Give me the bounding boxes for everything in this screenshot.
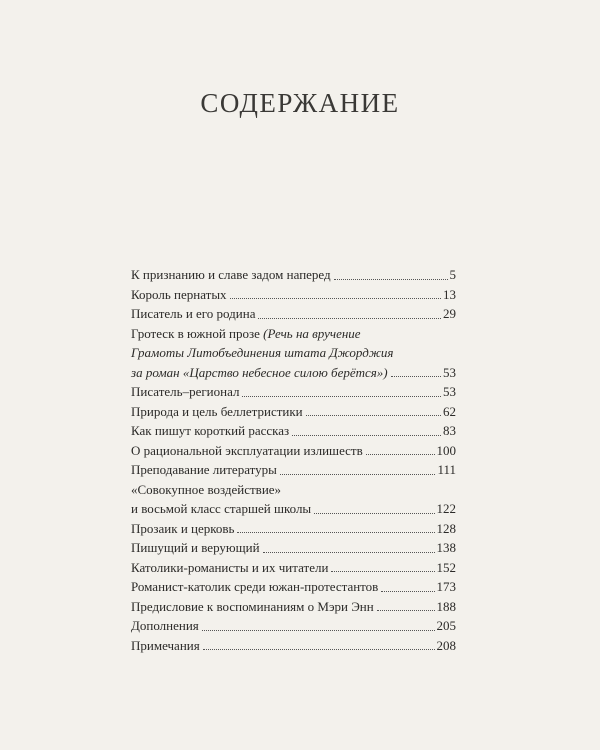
toc-entry-title: «Совокупное воздействие» [131, 481, 282, 497]
toc-entry-subtitle: Грамоты Литобъединения штата Джорджия [131, 345, 394, 360]
dot-leader [263, 552, 435, 553]
toc-entry-title: Природа и цель беллетристики [131, 403, 303, 419]
toc-entry [131, 402, 456, 422]
toc-entry-title: Преподавание литературы [131, 462, 277, 477]
dot-leader [366, 454, 435, 455]
toc-entry-subtitle: за роман «Царство небесное силою берётся») [131, 364, 388, 380]
toc-entry-title: Прозаик и церковь [131, 520, 235, 536]
toc-entry-page: 208 [436, 637, 456, 653]
toc-entry [131, 324, 456, 383]
toc-entry [131, 519, 456, 539]
toc-entry-title: Предисловие к воспоминаниям о Мэри Энн [131, 598, 374, 614]
toc-entry-page: 62 [443, 403, 456, 419]
toc-entry [131, 265, 456, 285]
toc-entry [131, 616, 456, 636]
toc-entry-page: 205 [436, 618, 456, 633]
dot-leader [280, 474, 436, 475]
toc-entry [131, 441, 456, 461]
toc-entry-page: 188 [436, 598, 456, 614]
toc-entry-page: 29 [443, 306, 456, 321]
toc-entry-page: 111 [437, 462, 456, 477]
toc-entry [131, 538, 456, 558]
toc-entry-title: Католики-романисты и их читатели [131, 559, 329, 575]
toc-entry-page: 128 [436, 520, 456, 536]
toc-entry-page: 53 [443, 364, 456, 380]
toc-entry-page: 138 [436, 540, 456, 555]
toc-entry-page: 100 [436, 442, 456, 458]
dot-leader [334, 279, 448, 280]
toc-entry-title: Дополнения [131, 618, 199, 633]
dot-leader [377, 610, 435, 611]
toc-entry [131, 597, 456, 617]
table-of-contents [131, 265, 456, 655]
toc-entry-title: Писатель и его родина [131, 306, 256, 321]
toc-entry-subtitle: (Речь на вручение [263, 325, 361, 341]
toc-entry-title: О рациональной эксплуатации излишеств [131, 442, 363, 458]
toc-entry-title: Писатель–регионал [131, 384, 240, 399]
toc-entry-title: К признанию и славе задом наперед [131, 267, 331, 282]
dot-leader [202, 630, 435, 631]
toc-entry-page: 13 [443, 286, 456, 302]
toc-entry-title: Как пишут короткий рассказ [131, 423, 290, 438]
toc-entry-title: и восьмой класс старшей школы [131, 501, 312, 516]
dot-leader [381, 591, 434, 592]
toc-entry [131, 577, 456, 597]
toc-entry-page: 5 [449, 267, 456, 282]
toc-entry-title: Гротеск в южной прозе [131, 325, 264, 341]
toc-entry [131, 460, 456, 480]
dot-leader [391, 376, 441, 377]
toc-entry-page: 53 [443, 384, 456, 399]
dot-leader [242, 396, 441, 397]
page-title: СОДЕРЖАНИЕ [200, 88, 400, 118]
dot-leader [230, 298, 441, 299]
dot-leader [203, 649, 435, 650]
toc-entry-page: 152 [436, 559, 456, 575]
dot-leader [331, 571, 434, 572]
toc-entry [131, 421, 456, 441]
dot-leader [306, 415, 441, 416]
toc-entry-title: Король пернатых [131, 286, 227, 302]
toc-entry-page: 173 [436, 579, 456, 594]
toc-entry [131, 382, 456, 402]
dot-leader [292, 435, 441, 436]
toc-entry-title: Романист-католик среди южан-протестантов [131, 579, 379, 594]
toc-entry [131, 285, 456, 305]
dot-leader [314, 513, 434, 514]
toc-entry [131, 304, 456, 324]
toc-entry-title: Пишущий и верующий [131, 540, 260, 555]
toc-entry [131, 480, 456, 519]
dot-leader [237, 532, 434, 533]
dot-leader [258, 318, 441, 319]
toc-entry-page: 83 [443, 423, 456, 438]
toc-entry-page: 122 [436, 501, 456, 516]
toc-entry [131, 558, 456, 578]
toc-entry [131, 636, 456, 656]
toc-entry-title: Примечания [131, 637, 200, 653]
